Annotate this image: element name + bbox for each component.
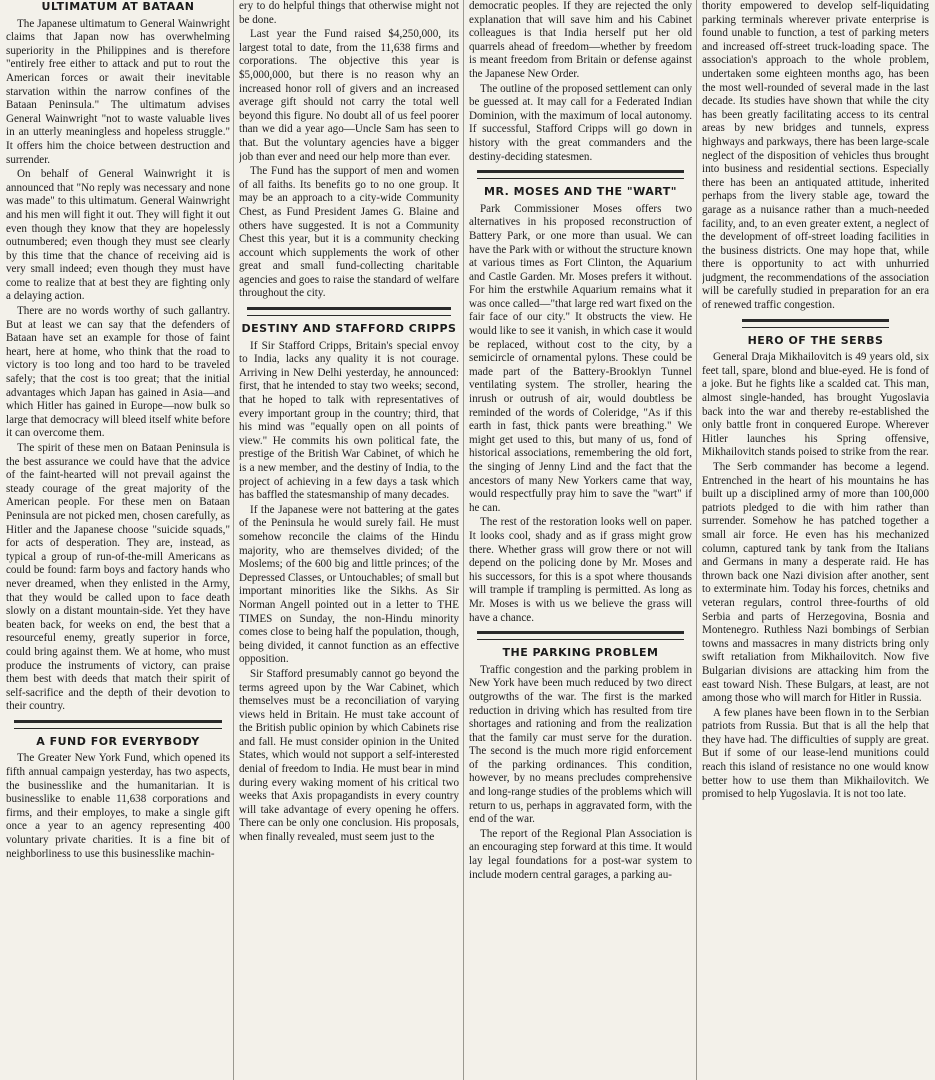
- section-divider: [742, 319, 889, 328]
- paragraph: The Greater New York Fund, which opened its fifth annual campaign yesterday, has two aspects, the businesslike and the humanitarian. It is businesslike to enable 11,638 corporations and firms, and their employes, to make a single gift once a year to an agency representing 400 voluntary private charities. It is a fine bit of neighborliness to use this businesslike machin-: [6, 752, 230, 860]
- paragraph: The Fund has the support of men and women of all faiths. Its benefits go to no one group. It may be an approach to a city-wide Community Chest, as Fund President James G. Blaine and others have suggested. It is not a Community Chest this year, but it is a community checking account which supplements the work of other great and small fund-collecting charitable agencies and goes to raise the standard of welfare throughout the city.: [239, 165, 459, 300]
- paragraph: democratic peoples. If they are rejected the only explanation that will save him and his Cabinet colleagues is that India herself put her old quarrels ahead of freedom—whether by freedom is meant freedom from Britain or defense against the Japanese New Order.: [469, 0, 692, 80]
- column-2: [239, 0, 459, 1080]
- column-1: [6, 0, 230, 1080]
- paragraph: Park Commissioner Moses offers two alternatives in his proposed reconstruction of Battery Park, or one more than usual. We can have the Park with or without the structure known at various times as Fort Clinton, the Aquarium and Castle Garden. Mr. Moses prefers it without. For him the erstwhile Aquarium remains what it was once called—"that large red wart fixed on the fair face of our city." It obstructs the view. He would like to see it vanish, in which case it would be replaced, without cost to the city, by a semicircle of ornamental pylons. These could be made part of the Battery-Brooklyn Tunnel ventilating system. The stroller, hearing the inrush or outrush of air, would doubtless be reminded of the words of Coleridge, "As if this earth in fast, thick pants were breathing." We might get used to this, but many of us, fond of historical associations, remembering the old fort, the singing of Jenny Lind and the fact that the ancestors of many New Yorkers came that way, would respectfully pray him to save the "wart" if he can.: [469, 202, 692, 514]
- editorial-headline: A FUND FOR EVERYBODY: [36, 734, 200, 748]
- section-divider: [247, 307, 451, 316]
- section-divider: [14, 720, 222, 729]
- editorial-headline: THE PARKING PROBLEM: [502, 646, 659, 660]
- paragraph: The outline of the proposed settlement can only be guessed at. It may call for a Federated Indian Dominion, with the maximum of local autonomy. If successful, Stafford Cripps will go down in history with the great commanders and the destiny-deciding statesmen.: [469, 82, 692, 163]
- paragraph: The report of the Regional Plan Association is an encouraging step forward at this time. It would lay legal foundations for a post-war system to include modern central garages, a parking au-: [469, 827, 692, 881]
- paragraph: There are no words worthy of such gallantry. But at least we can say that the defenders of Bataan have set an example for those of faint heart, here at home, who think that the road to victory is too long and too hard to be traveled safely; that the cost is too great; that the initial advantages which Japan has gained in Asia—and which Hitler has gained in Europe—now bulk so large that democracy will bleed itself white before it can overcome them.: [6, 305, 230, 440]
- paragraph: Last year the Fund raised $4,250,000, its largest total to date, from the 11,638 firms and corporations. The objective this year is $5,000,000, but there is no reason why an increased honor roll of givers and an increased average gift should not carry the total well beyond this figure. No doubt all of us feel poorer than we did a year ago—Uncle Sam has seen to that. But the voluntary agencies have a bigger job than ever and need our help more than ever.: [239, 28, 459, 163]
- editorial-headline: ULTIMATUM AT BATAAN: [41, 0, 195, 13]
- paragraph: The Serb commander has become a legend. Entrenched in the heart of his mountains he has built up a disciplined army of more than 100,000 patriots pledged to die with him rather than surrender. Somehow he has patched together a small air force. He even has his mechanized column, captured tank by tank from the Italians and Germans in many a desperate raid. He has thrown back one Nazi division after another, sent to exterminate him. Today his forces, chetniks and veteran regulars, control three-fourths of old Serbia and parts of Herzegovina, Bosnia and Montenegro. Ruthless Nazi bombings of Serbian towns and massacres in many districts bring only swift retaliation from Mikhailovitch. Now five Bulgarian divisions are attacking him from the east toward Nish. These Bulgars, at least, are not among those who will march for Hitler in Russia.: [702, 461, 929, 705]
- paragraph: Traffic congestion and the parking problem in New York have been much reduced by two direct outgrowths of the war. The first is the marked reduction in driving which has resulted from tire shortages and rationing and from the realization that the family car must serve for the duration. The second is the much more rigid enforcement of the parking ordinances. This condition, however, by no means precludes comprehensive and long-range studies of the problems which will return to us, perhaps in aggravated form, with the end of the war.: [469, 663, 692, 826]
- editorial-headline: MR. MOSES AND THE "WART": [484, 185, 677, 199]
- section-divider: [477, 631, 684, 640]
- paragraph: The spirit of these men on Bataan Peninsula is the best assurance we could have that the advice of the faint-hearted will not prevail against the steady courage of the great majority of the American people. For these men on Bataan Peninsula are not picked men, chosen carefully, as Hitler and the Japanese choose "suicide squads," for acts of desperation. They are, instead, as typical a group of run-of-the-mill Americans as could be found: farm boys and factory hands who never dreamed, when they enlisted in the Army, that they would be called upon to face death slowly on a distant mountain-side. Yet they have beaten back, for weeks on end, the best that a resourceful enemy, greatly superior in force, could bring against them. We at home, who must produce the instruments of victory, can praise them best with deeds that match their spirit of self-sacrifice and the depth of their devotion to their country.: [6, 442, 230, 713]
- paragraph: On behalf of General Wainwright it is announced that "No reply was necessary and none was made" to this ultimatum. General Wainwright and his men will fight it out. They will fight it out even though they know that they are hopelessly outnumbered; even though they must see clearly by this time that the chance of receiving aid is very small indeed; even though they must have come to realize that at best they are fighting only a delaying action.: [6, 168, 230, 303]
- paragraph: If Sir Stafford Cripps, Britain's special envoy to India, lacks any quality it is not courage. Arriving in New Delhi yesterday, he announced: first, that he intended to stay two weeks; second, that he hoped to talk with representatives of every important group in the country; third, that his mind was "equally open on all points of view." He commits his own political fate, the prestige of the British War Cabinet, of which he is a new member, and the destiny of India, to the project of achieving in a few days a task which has baffled the statesmanship of many decades.: [239, 339, 459, 502]
- column-rule: [696, 0, 697, 1080]
- paragraph: ery to do helpful things that otherwise might not be done.: [239, 0, 459, 26]
- section-divider: [477, 170, 684, 179]
- column-3: [469, 0, 692, 1080]
- editorial-headline: HERO OF THE SERBS: [747, 333, 884, 347]
- paragraph: General Draja Mikhailovitch is 49 years old, six feet tall, spare, blond and blue-eyed. He is fond of a joke. But he fights like a scalded cat. This man, almost single-handed, has brought Yugoslavia back into the war and thereby re-established the only battle front in conquered Europe. Wherever Hitler launches his Spring offensive, Mikhailovitch stands poised to strike from the rear.: [702, 351, 929, 459]
- paragraph: If the Japanese were not battering at the gates of the Peninsula he would surely fail. He must somehow reconcile the claims of the Hindu majority, who are themselves divided; of the Moslems; of the 600 big and little princes; of the Depressed Classes, or Untouchables; of small but important minorities like the Sikhs. As Sir Norman Angell pointed out in a letter to THE TIMES on Sunday, the non-Hindu minority comes close to being half the population, though, being divided, it cannot function as an effective opposition.: [239, 503, 459, 666]
- column-rule: [463, 0, 464, 1080]
- column-4: [702, 0, 929, 1080]
- paragraph: The Japanese ultimatum to General Wainwright claims that Japan now has overwhelming superiority in the Philippines and is therefore "entirely free either to attack and put to rout the American forces or await their inevitable starvation within the narrow confines of the Bataan Peninsula." The ultimatum advises General Wainwright "not to waste valuable lives in an utterly meaningless and hopeless struggle." It offers him the choice between destruction and surrender.: [6, 17, 230, 166]
- editorial-headline: DESTINY AND STAFFORD CRIPPS: [241, 322, 457, 336]
- paragraph: Sir Stafford presumably cannot go beyond the terms agreed upon by the War Cabinet, which themselves must be a reconciliation of varying views held in Britain. He must take account of the British public opinion by which Cabinets rise and fall. He must consider opinion in the United States, which would not support a self-interested denial of freedom to India. He must bear in mind during every waking moment of his critical two weeks that Axis propagandists in every country will take advantage of every opening he offers. There can be only one conclusion. His proposals, when finally revealed, must seem just to the: [239, 667, 459, 844]
- column-rule: [233, 0, 234, 1080]
- paragraph: thority empowered to develop self-liquidating parking terminals wherever private enterprise is found unable to function, a test of parking meters and increased off-street truck-loading space. The association's approach to the whole problem, undertaken some eighteen months ago, has been the most well-rounded of several made in the last decade. Its studies have shown that while the city has been greatly facilitating access to its central areas by new bridges and tunnels, express highways and parkways, there has been large-scale neglect of the disposition of vehicles thus brought into business and residential sections. Especially there has been an antiquated attitude, inherited perhaps from the livery stable age, toward the garage as a nuisance rather than a much-needed facility, and, to an even greater extent, a neglect of the development of off-street loading facilities in the business districts. One may hope that, while there is opportunity to act with unhurried judgment, the recommendations of the association will be carefully studied in preparation for an era of renewed traffic congestion.: [702, 0, 929, 312]
- paragraph: A few planes have been flown in to the Serbian patriots from Russia. But that is all the help that they have had. The difficulties of supply are great. But if some of our lease-lend munitions could reach this island of resistance no one would know better how to use them than Mikhailovitch. We promised to help Yugoslavia. It is not too late.: [702, 706, 929, 801]
- paragraph: The rest of the restoration looks well on paper. It looks cool, shady and as if grass might grow there. Whether grass will grow there or not will depend on the policing done by Mr. Moses and his successors, for this is a spot where thousands will trample if trampling is permitted. As long as Mr. Moses is with us we believe the grass will have a chance.: [469, 516, 692, 624]
